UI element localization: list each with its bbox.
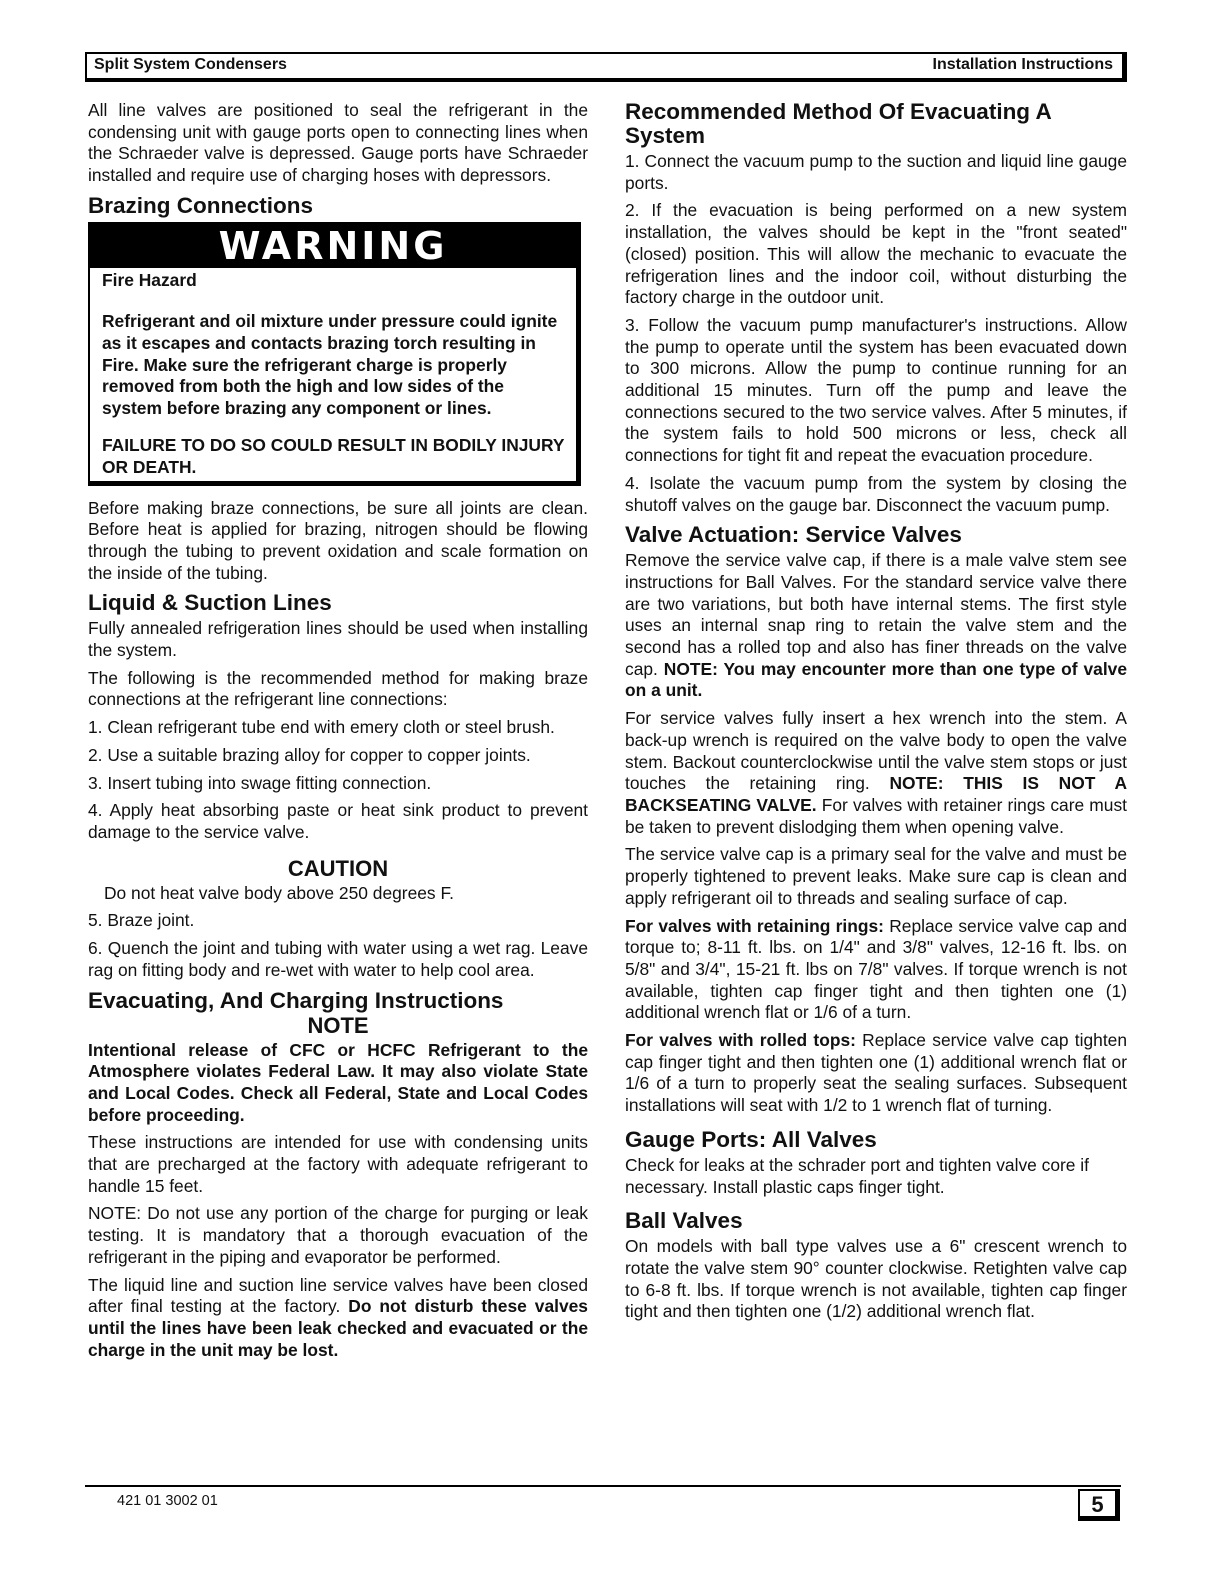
header-right-bar: [1122, 52, 1127, 82]
valve-paragraph-4: [625, 916, 1127, 1025]
footer-rule: [85, 1485, 1121, 1487]
evac-paragraph-3-plain: The liquid line and suction line service valves have been closed after final testing at the factory.: [88, 1274, 588, 1317]
gauge-ports-paragraph: Check for leaks at the schrader port and tighten valve core if necessary. Install plastic caps finger tight.: [625, 1154, 1089, 1197]
warning-failure-text: FAILURE TO DO SO COULD RESULT IN BODILY INJURY OR DEATH.: [102, 435, 565, 477]
warning-banner-text: WARNING: [218, 223, 448, 268]
valve-paragraph-5-bold: For valves with rolled tops:: [625, 1030, 856, 1051]
caution-text: Do not heat valve body above 250 degrees F.: [104, 882, 454, 903]
valve-paragraph-4-plain: Replace service valve cap and torque to; 8-11 ft. lbs. on 1/4" and 3/8" valves, 12-16 ft. lbs. on 5/8" and 3/4", 15-21 ft. lbs on 7/8" valves. If torque wrench is not available, tighten cap finger tight and then tighten one (1) additional wrench flat or 1/6 of a turn.: [625, 915, 1127, 1023]
header-title-left: Split System Condensers: [94, 56, 287, 73]
document-number: 421 01 3002 01: [117, 1493, 218, 1509]
valve-paragraph-2: [625, 708, 1127, 838]
braze-step-6: 6. Quench the joint and tubing with water using a wet rag. Leave rag on fitting body and re-wet with water to help cool area.: [88, 938, 588, 980]
valve-paragraph-1: [625, 550, 1127, 702]
evac-step-1: 1. Connect the vacuum pump to the suction and liquid line gauge ports.: [625, 151, 1127, 193]
braze-step-3: 3. Insert tubing into swage fitting connection.: [88, 772, 432, 793]
valve-paragraph-1-bold: NOTE: You may encounter more than one type of valve on a unit.: [625, 658, 1127, 701]
braze-paragraph: Before making braze connections, be sure all joints are clean. Before heat is applied for brazing, nitrogen should be flowing through the tubing to prevent oxidation and scale formation on the inside of the tubing.: [88, 497, 588, 583]
note-bold-paragraph: Intentional release of CFC or HCFC Refrigerant to the Atmosphere violates Federal Law. It may also violate State and Local Codes. Check all Federal, State and Local Codes before proceeding.: [88, 1039, 588, 1125]
brazing-heading: Brazing Connections: [88, 192, 314, 218]
valve-paragraph-1-plain: Remove the service valve cap, if there is a male valve stem see instructions for Ball Valves. For the standard service valve there are two variations, but both have internal stems. The first style uses an internal snap ring to retain the valve stem and the second has a rolled top and also has finer threads on the valve cap.: [625, 550, 1127, 679]
evac-paragraph-3-bold: Do not disturb these valves until the lines have been leak checked and evacuated or the charge in the unit may be lost.: [88, 1296, 588, 1360]
gauge-ports-heading: Gauge Ports: All Valves: [625, 1126, 877, 1152]
evac-step-3: 3. Follow the vacuum pump manufacturer's instructions. Allow the pump to operate until the system has been evacuated down to 300 microns. Allow the pump to continue running for an additional 15 minutes. Turn off the pump and leave the connections secured to the two service valves. After 5 minutes, if the system fails to hold 500 microns or less, check all connections for tight fit and repeat the evacuation procedure.: [625, 314, 1127, 466]
valve-paragraph-5-plain: Replace service valve cap tighten cap finger tight and then tighten one (1) additional wrench flat or 1/6 of a turn to properly seat the sealing surfaces. Subsequent installations will seat with 1/2 to 1 wrench flat of turning.: [625, 1030, 1127, 1116]
page-number: 5: [1091, 1492, 1104, 1517]
braze-step-1: 1. Clean refrigerant tube end with emery cloth or steel brush.: [88, 717, 555, 738]
recommended-method-heading: Recommended Method Of Evacuating A System: [625, 99, 1051, 148]
caution-heading: CAUTION: [287, 855, 389, 881]
warning-body: [90, 268, 576, 481]
evac-paragraph-3: [88, 1275, 588, 1362]
note-heading: NOTE: [307, 1012, 369, 1038]
evac-paragraph-2: NOTE: Do not use any portion of the charge for purging or leak testing. It is mandatory that a thorough evacuation of the refrigerant in the piping and evaporator be performed.: [88, 1203, 588, 1267]
evac-paragraph-1: These instructions are intended for use with condensing units that are precharged at the factory with adequate refrigerant to handle 15 feet.: [88, 1132, 588, 1196]
header-underline: [85, 78, 1127, 82]
evacuating-heading: Evacuating, And Charging Instructions: [88, 987, 504, 1013]
liquid-suction-heading: Liquid & Suction Lines: [88, 590, 332, 616]
page-header: [85, 52, 1127, 82]
warning-title: Fire Hazard: [102, 269, 197, 290]
left-column: [88, 100, 588, 1367]
warning-banner: [90, 224, 576, 268]
braze-step-5: 5. Braze joint.: [88, 910, 195, 931]
ball-valves-paragraph: On models with ball type valves use a 6" crescent wrench to rotate the valve stem 90° counter clockwise. Retighten valve cap to 6-8 ft. lbs. If torque wrench is not available, tighten cap finger tight and then tighten one (1/2) additional wrench flat.: [625, 1236, 1127, 1322]
liquid-paragraph-1: Fully annealed refrigeration lines should be used when installing the system.: [88, 618, 588, 661]
valve-paragraph-2-plain-b: For valves with retainer rings care must be taken to prevent dislodging them when opening valve.: [625, 794, 1127, 837]
evac-step-2: 2. If the evacuation is being performed on a new system installation, the valves should be kept in the "front seated" (closed) position. This will allow the mechanic to evacuate the refrigeration lines and the indoor coil, without disturbing the factory charge in the outdoor unit.: [625, 200, 1127, 308]
braze-step-2: 2. Use a suitable brazing alloy for copper to copper joints.: [88, 744, 531, 765]
header-title-right: Installation Instructions: [932, 56, 1113, 73]
intro-paragraph: All line valves are positioned to seal the refrigerant in the condensing unit with gauge ports open to connecting lines when the Schraeder valve is depressed. Gauge ports have Schraeder installed and require use of charging hoses with depressors.: [88, 100, 588, 186]
warning-text: Refrigerant and oil mixture under pressure could ignite as it escapes and contacts brazing torch resulting in Fire. Make sure the refrigerant charge is properly removed from both the high and low sides of the system before brazing any component or lines.: [102, 311, 558, 418]
valve-paragraph-4-bold: For valves with retaining rings:: [625, 915, 884, 936]
liquid-paragraph-2: The following is the recommended method for making braze connections at the refrigerant line connections:: [88, 667, 588, 710]
warning-box: [88, 222, 581, 486]
evac-step-4: 4. Isolate the vacuum pump from the system by closing the shutoff valves on the gauge bar. Disconnect the vacuum pump.: [625, 472, 1127, 515]
valve-paragraph-5: [625, 1030, 1127, 1117]
right-column: [625, 100, 1127, 1329]
valve-paragraph-2-bold: NOTE: THIS IS NOT A BACKSEATING VALVE.: [625, 773, 1128, 815]
ball-valves-heading: Ball Valves: [625, 1208, 743, 1234]
page-number-box: [1078, 1489, 1120, 1521]
valve-paragraph-3: The service valve cap is a primary seal for the valve and must be properly tightened to prevent leaks. Make sure cap is clean and apply refrigerant oil to threads and sealing surface of cap.: [625, 844, 1127, 908]
valve-actuation-heading: Valve Actuation: Service Valves: [625, 522, 962, 548]
braze-step-4: 4. Apply heat absorbing paste or heat sink product to prevent damage to the service valve.: [88, 800, 588, 842]
valve-paragraph-2-plain-a: For service valves fully insert a hex wrench into the stem. A back-up wrench is required on the valve body to open the valve stem. Backout counterclockwise until the valve stem stops or just touches the retaining ring.: [625, 708, 1127, 794]
